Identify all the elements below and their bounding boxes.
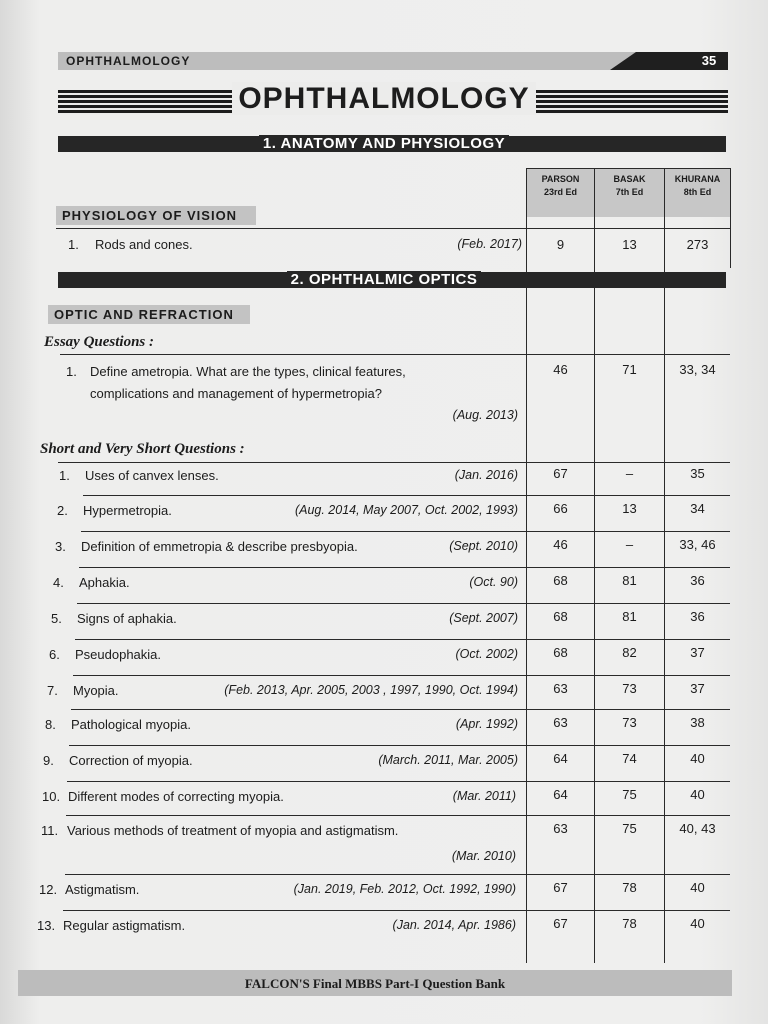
basak-page: 78	[622, 916, 637, 931]
running-title: OPHTHALMOLOGY	[66, 54, 191, 68]
khurana-page: 38	[690, 715, 705, 730]
question-number: 4.	[53, 575, 64, 590]
column-name: KHURANA	[674, 174, 721, 184]
question-number: 13.	[37, 918, 56, 933]
question-number: 6.	[49, 647, 60, 662]
basak-page: 82	[622, 645, 637, 660]
column-header-basak	[595, 169, 664, 217]
column-header-parson	[527, 169, 594, 217]
khurana-page: 40, 43	[679, 821, 716, 836]
question-text: Astigmatism.	[65, 882, 140, 897]
essay-questions-label: Essay Questions :	[44, 334, 155, 350]
basak-page: 73	[622, 681, 637, 696]
question-text: Different modes of correcting myopia.	[68, 789, 284, 804]
khurana-page: 37	[690, 645, 705, 660]
parson-page: 46	[553, 537, 568, 552]
question-date: (Aug. 2014, May 2007, Oct. 2002, 1993)	[294, 503, 518, 517]
khurana-page: 35	[690, 466, 705, 481]
column-name: PARSON	[541, 174, 580, 184]
basak-page: 75	[622, 787, 637, 802]
khurana-page: 33, 34	[679, 362, 716, 377]
question-date: (Jan. 2014, Apr. 1986)	[392, 918, 516, 932]
question-number: 5.	[51, 611, 62, 626]
question-text: Define ametropia. What are the types, clinical features,	[90, 364, 406, 379]
khurana-page: 40	[690, 916, 705, 931]
question-number: 1.	[59, 468, 70, 483]
question-date: (Sept. 2007)	[449, 611, 518, 625]
khurana-page: 34	[690, 501, 705, 516]
section-title-2	[0, 271, 768, 289]
question-number: 12.	[39, 882, 58, 897]
question-date: (Mar. 2010)	[451, 849, 516, 863]
row-rule	[71, 709, 730, 710]
question-date: (Oct. 2002)	[455, 647, 518, 661]
question-date: (March. 2011, Mar. 2005)	[378, 753, 518, 767]
parson-page: 67	[553, 466, 568, 481]
question-text: Definition of emmetropia & describe presbyopia.	[81, 539, 358, 554]
basak-page: –	[625, 466, 634, 481]
question-date: (Jan. 2019, Feb. 2012, Oct. 1992, 1990)	[293, 882, 516, 896]
question-date: (Mar. 2011)	[452, 789, 516, 803]
question-number: 1.	[66, 364, 77, 379]
parson-page: 68	[553, 645, 568, 660]
question-text: Pathological myopia.	[71, 717, 191, 732]
subheading-optics: OPTIC AND REFRACTION	[48, 305, 250, 324]
parson-page: 46	[553, 362, 568, 377]
section-title-1-text: 1. ANATOMY AND PHYSIOLOGY	[259, 135, 509, 152]
column-edition: 7th Ed	[615, 187, 644, 197]
question-text: Signs of aphakia.	[77, 611, 177, 626]
footer-text: FALCON'S Final MBBS Part-I Question Bank	[244, 976, 506, 991]
row-rule	[83, 495, 730, 496]
khurana-page: 36	[690, 609, 705, 624]
question-date: (Sept. 2010)	[449, 539, 518, 553]
parson-page: 67	[553, 916, 568, 931]
row-rule	[58, 462, 730, 463]
khurana-page: 36	[690, 573, 705, 588]
subheading-physiology: PHYSIOLOGY OF VISION	[56, 206, 256, 225]
question-number: 7.	[47, 683, 58, 698]
question-date: (Oct. 90)	[469, 575, 518, 589]
row-rule	[75, 639, 730, 640]
khurana-page: 273	[686, 237, 709, 252]
page-title	[0, 82, 768, 116]
basak-page: 75	[622, 821, 637, 836]
question-number: 9.	[43, 753, 54, 768]
row-rule	[66, 815, 730, 816]
basak-page: 81	[622, 609, 637, 624]
question-text: Myopia.	[73, 683, 119, 698]
section-title-1	[0, 135, 768, 153]
row-rule	[67, 781, 730, 782]
question-text: Correction of myopia.	[69, 753, 193, 768]
row-rule	[79, 567, 730, 568]
column-header-khurana	[665, 169, 730, 217]
question-text: Regular astigmatism.	[63, 918, 186, 933]
row-rule	[81, 531, 730, 532]
khurana-page: 40	[690, 880, 705, 895]
short-questions-label: Short and Very Short Questions :	[40, 441, 245, 457]
parson-page: 63	[553, 715, 568, 730]
parson-page: 64	[553, 787, 568, 802]
basak-page: –	[625, 537, 634, 552]
question-text: Uses of canvex lenses.	[85, 468, 219, 483]
question-date: (Jan. 2016)	[454, 468, 518, 482]
question-text-line2: complications and management of hypermetropia?	[90, 386, 382, 401]
row-rule	[60, 354, 730, 355]
question-text: Aphakia.	[79, 575, 130, 590]
basak-page: 74	[622, 751, 637, 766]
basak-page: 73	[622, 715, 637, 730]
question-number: 10.	[42, 789, 61, 804]
parson-page: 68	[553, 609, 568, 624]
question-date: (Feb. 2013, Apr. 2005, 2003 , 1997, 1990, Oct. 1994)	[224, 683, 518, 697]
parson-page: 63	[553, 821, 568, 836]
basak-page: 81	[622, 573, 637, 588]
row-rule	[69, 745, 730, 746]
parson-page: 67	[553, 880, 568, 895]
question-text: Hypermetropia.	[83, 503, 172, 518]
khurana-page: 40	[690, 751, 705, 766]
row-rule	[65, 874, 730, 875]
khurana-page: 37	[690, 681, 705, 696]
basak-page: 13	[622, 237, 637, 252]
parson-page: 9	[556, 237, 565, 252]
parson-page: 64	[553, 751, 568, 766]
question-number: 11.	[41, 823, 59, 838]
question-number: 1.	[68, 237, 79, 252]
basak-page: 13	[622, 501, 637, 516]
column-divider-4	[730, 168, 731, 268]
row-rule	[63, 910, 730, 911]
column-edition: 23rd Ed	[543, 187, 577, 197]
row-rule	[56, 228, 730, 229]
khurana-page: 33, 46	[679, 537, 716, 552]
question-number: 2.	[57, 503, 68, 518]
column-edition: 8th Ed	[683, 187, 712, 197]
question-text: Various methods of treatment of myopia and astigmatism.	[67, 823, 399, 838]
khurana-page: 40	[690, 787, 705, 802]
page-title-text: OPHTHALMOLOGY	[232, 82, 535, 115]
question-date: (Feb. 2017)	[457, 237, 522, 251]
row-rule	[77, 603, 730, 604]
section-title-2-text: 2. OPHTHALMIC OPTICS	[287, 271, 482, 288]
question-number: 3.	[55, 539, 66, 554]
basak-page: 71	[622, 362, 637, 377]
row-rule	[73, 675, 730, 676]
question-date: (Aug. 2013)	[452, 408, 518, 422]
parson-page: 68	[553, 573, 568, 588]
basak-page: 78	[622, 880, 637, 895]
parson-page: 66	[553, 501, 568, 516]
page-number: 35	[701, 53, 717, 68]
question-text: Rods and cones.	[95, 237, 193, 252]
question-text: Pseudophakia.	[75, 647, 162, 662]
question-date: (Apr. 1992)	[455, 717, 518, 731]
column-name: BASAK	[613, 174, 646, 184]
question-number: 8.	[45, 717, 56, 732]
parson-page: 63	[553, 681, 568, 696]
